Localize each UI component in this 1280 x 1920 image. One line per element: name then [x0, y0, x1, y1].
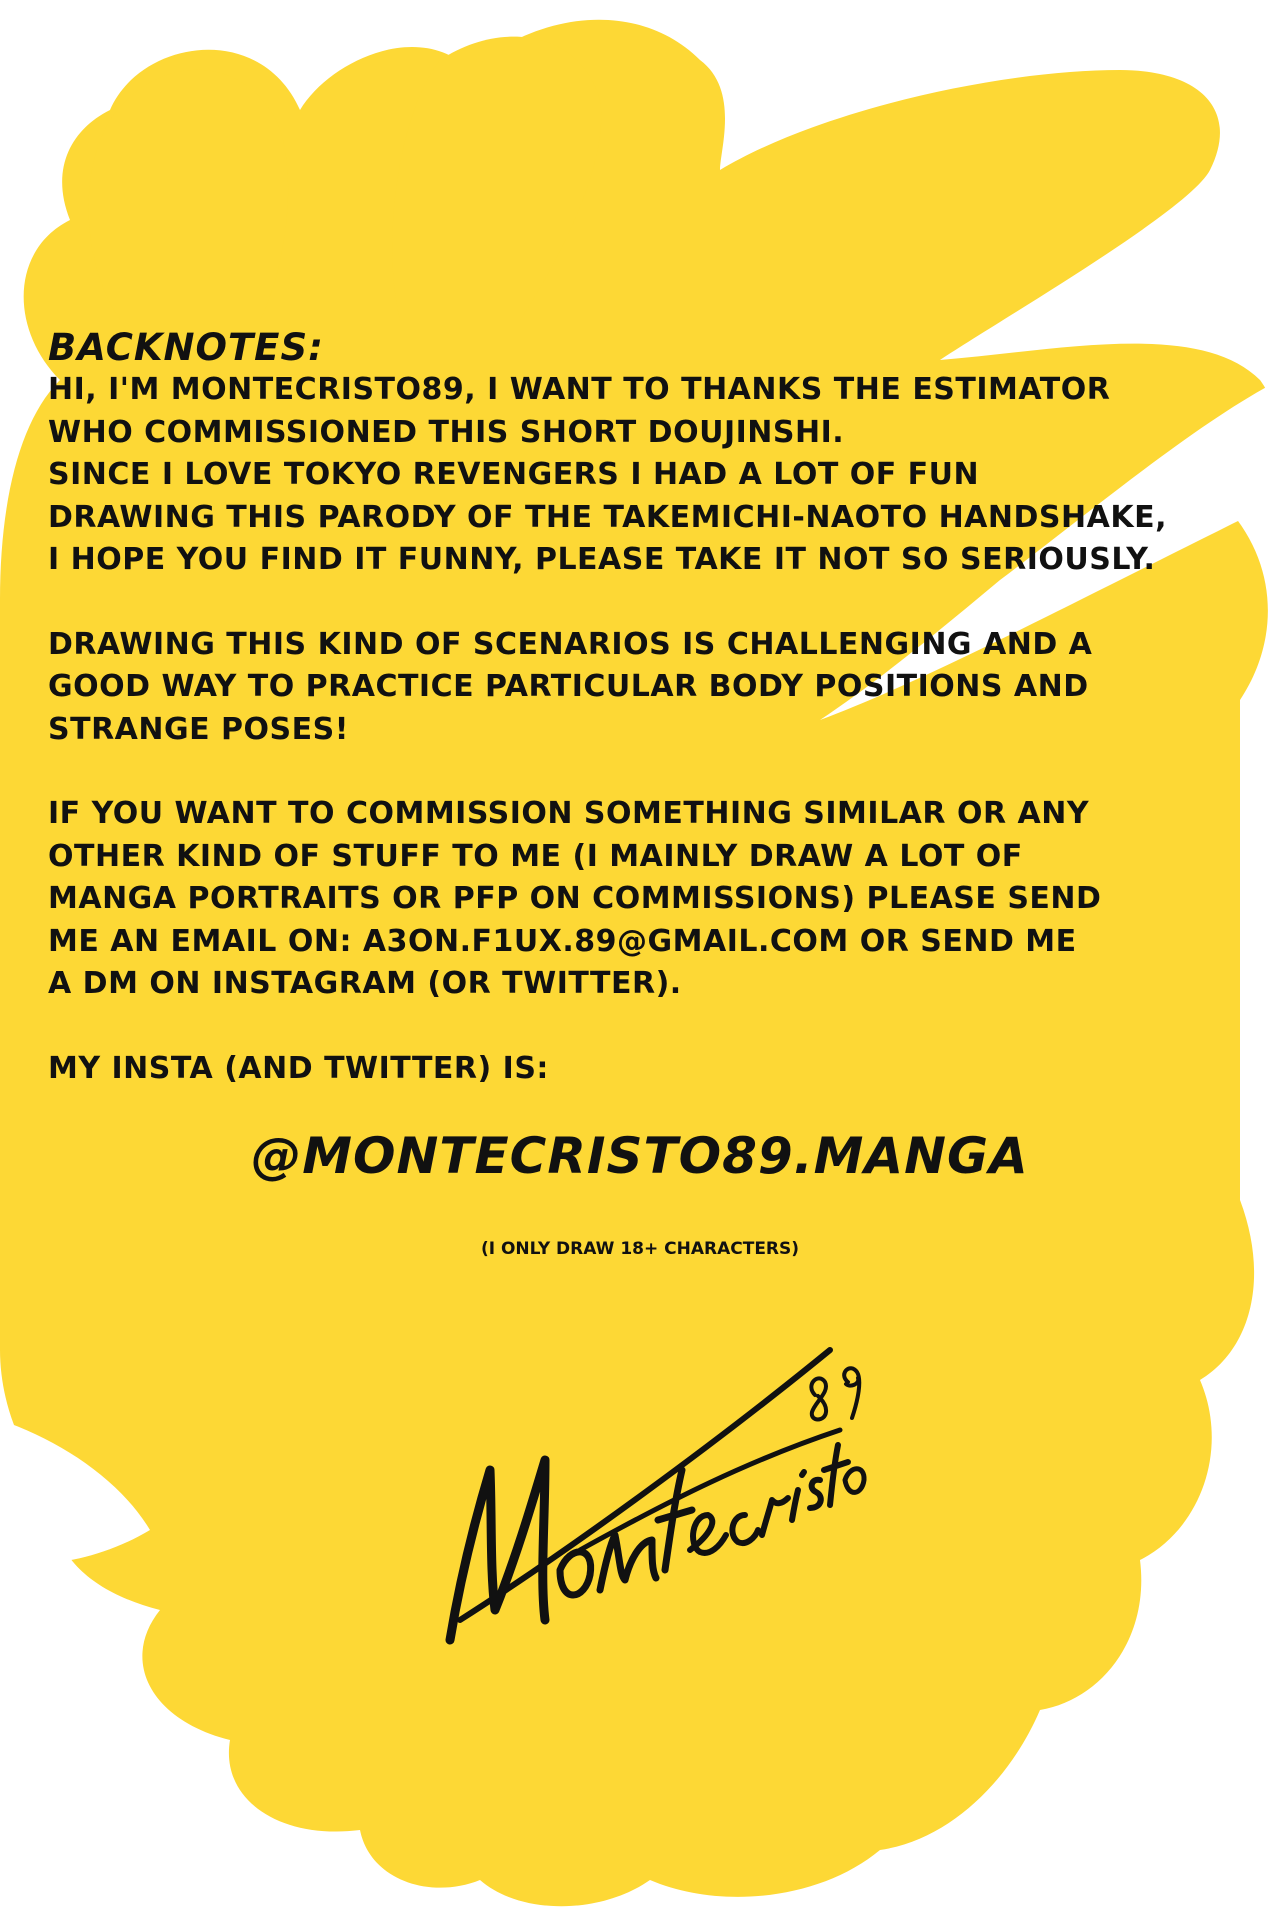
social-handle: @MONTECRISTO89.MANGA — [251, 1127, 1029, 1185]
backnotes-heading: BACKNOTES: — [48, 326, 324, 369]
paragraph-social: MY INSTA (AND TWITTER) IS: — [48, 1050, 549, 1086]
paragraph-scenarios: DRAWING THIS KIND OF SCENARIOS IS CHALLENGING AND A GOOD WAY TO PRACTICE PARTICULAR BODY POSITIONS AND STRANGE POSES! — [48, 626, 1093, 747]
signature-icon — [420, 1320, 870, 1660]
paragraph-thanks: HI, I'M MONTECRISTO89, I WANT TO THANKS THE ESTIMATOR WHO COMMISSIONED THIS SHORT DOUJINSHI. SINCE I LOVE TOKYO REVENGERS I HAD A LOT OF FUN DRAWING THIS PARODY OF THE TAKEMICHI-NAOTO HANDSHAKE, I HOPE YOU FIND IT FUNNY, PLEASE TAKE IT NOT SO SERIOUSLY. — [48, 372, 1167, 577]
paragraph-commission: IF YOU WANT TO COMMISSION SOMETHING SIMILAR OR ANY OTHER KIND OF STUFF TO ME (I MAINLY DRAW A LOT OF MANGA PORTRAITS OR PFP ON COMMISSIONS) PLEASE SEND ME AN EMAIL ON: A3ON.F1UX.89@GMAIL.COM OR SEND ME A DM ON INSTAGRAM (OR TWITTER). — [48, 796, 1102, 1001]
age-note: (I ONLY DRAW 18+ CHARACTERS) — [480, 1239, 800, 1259]
backnotes-text-block — [48, 327, 1248, 1090]
